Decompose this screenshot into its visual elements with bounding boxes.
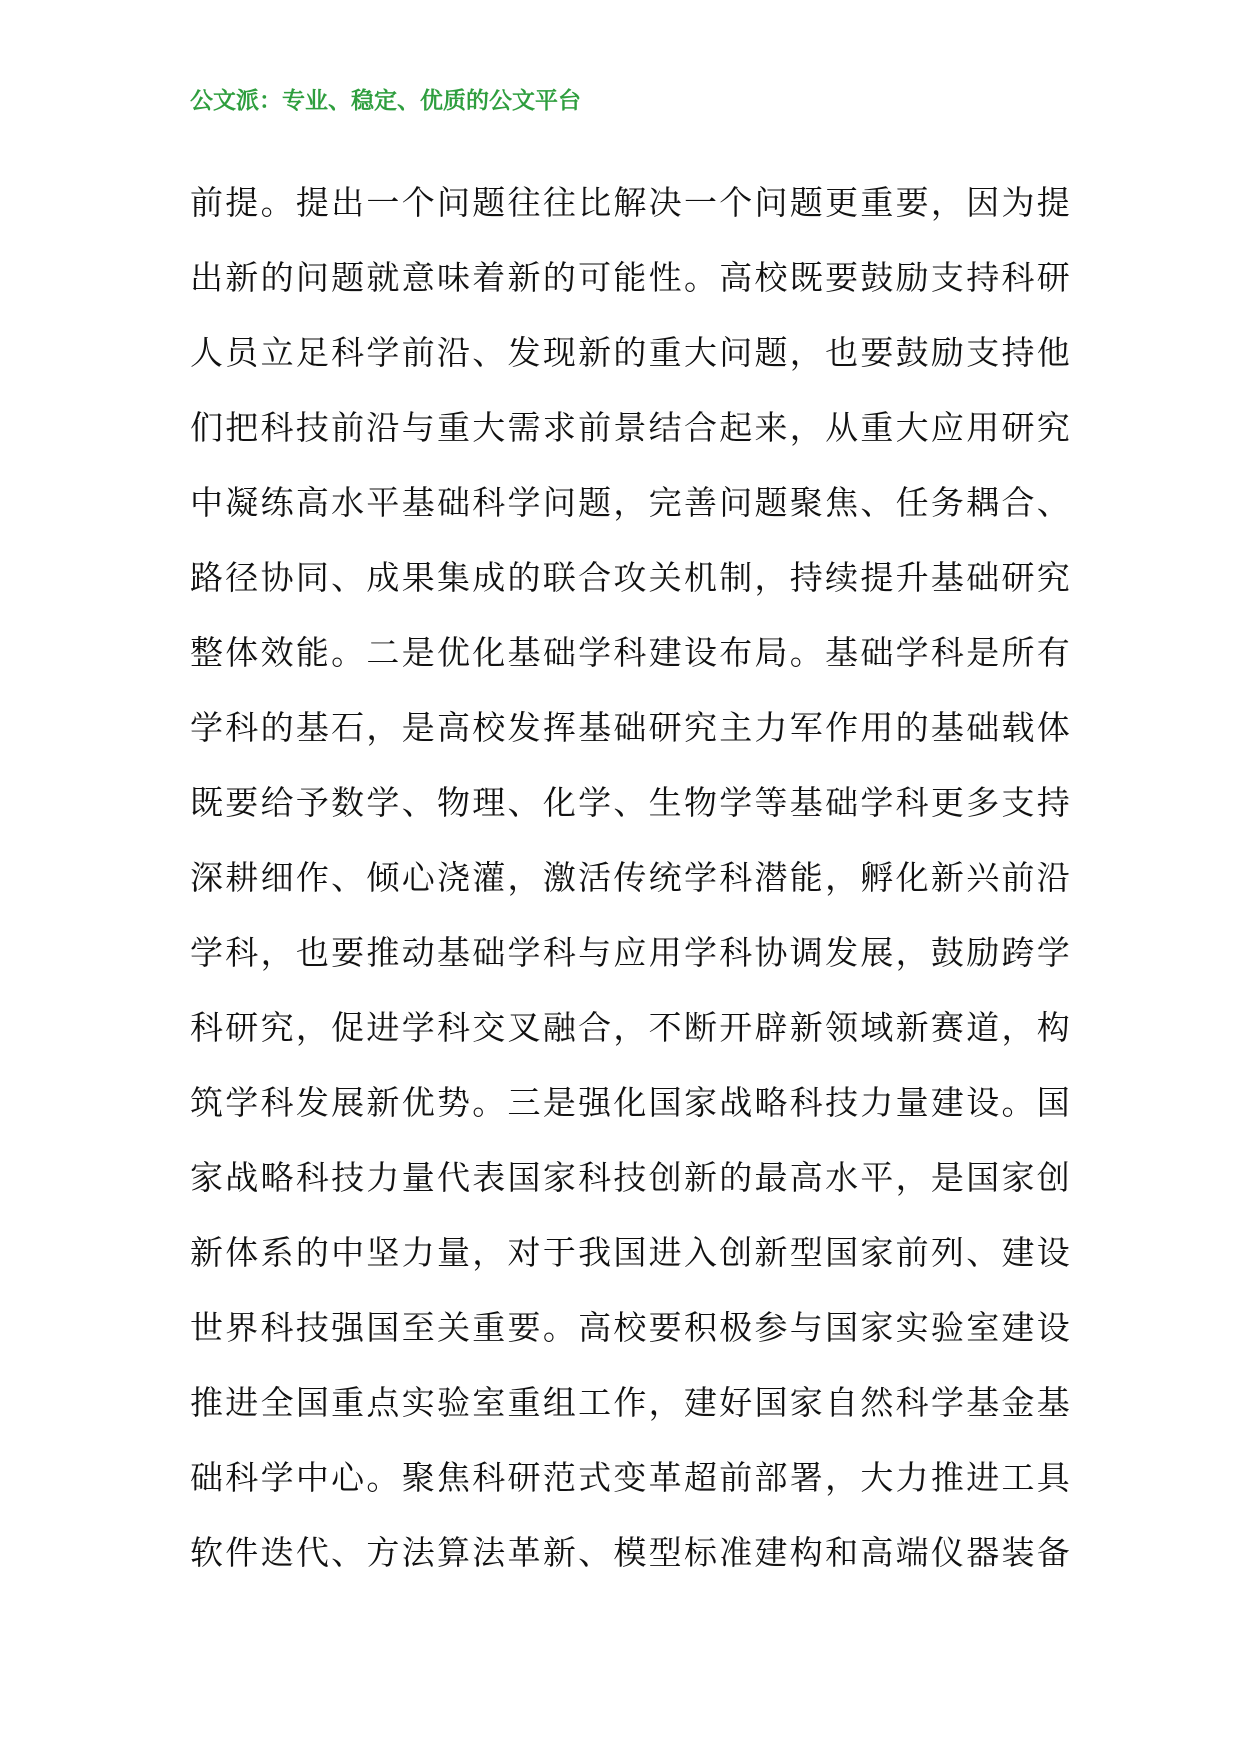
text-line: 家 战 略 科 技 力 量 代 表 国 家 科 技 创 新 的 最 高 水 平 ， 是 国 家 创 bbox=[190, 1158, 1070, 1197]
text-line: 出 新 的 问 题 就 意 味 着 新 的 可 能 性 。 高 校 既 要 鼓 励 支 持 科 研 bbox=[190, 258, 1070, 297]
text-line: 推 进 全 国 重 点 实 验 室 重 组 工 作 ， 建 好 国 家 自 然 科 学 基 金 基 bbox=[190, 1383, 1070, 1422]
text-line: 学 科 的 基 石 ， 是 高 校 发 挥 基 础 研 究 主 力 军 作 用 的 基 础 载 体 bbox=[190, 708, 1070, 747]
text-line: 们 把 科 技 前 沿 与 重 大 需 求 前 景 结 合 起 来 ， 从 重 大 应 用 研 究 bbox=[190, 408, 1070, 447]
text-line: 既 要 给 予 数 学 、 物 理 、 化 学 、 生 物 学 等 基 础 学 科 更 多 支 持 bbox=[190, 783, 1070, 822]
text-line: 深 耕 细 作 、 倾 心 浇 灌 ， 激 活 传 统 学 科 潜 能 ， 孵 化 新 兴 前 沿 bbox=[190, 858, 1070, 897]
text-line: 中 凝 练 高 水 平 基 础 科 学 问 题 ， 完 善 问 题 聚 焦 、 任 务 耦 合 、 bbox=[190, 483, 1070, 522]
text-line: 础 科 学 中 心 。 聚 焦 科 研 范 式 变 革 超 前 部 署 ， 大 力 推 进 工 具 bbox=[190, 1458, 1070, 1497]
text-line: 筑 学 科 发 展 新 优 势 。 三 是 强 化 国 家 战 略 科 技 力 量 建 设 。 国 bbox=[190, 1083, 1070, 1122]
text-line: 科 研 究 ， 促 进 学 科 交 叉 融 合 ， 不 断 开 辟 新 领 域 新 赛 道 ， 构 bbox=[190, 1008, 1070, 1047]
body-paragraph bbox=[190, 165, 1070, 1590]
text-line: 人 员 立 足 科 学 前 沿 、 发 现 新 的 重 大 问 题 ， 也 要 鼓 励 支 持 他 bbox=[190, 333, 1070, 372]
header-title: 公文派：专业、稳定、优质的公文平台 bbox=[190, 88, 581, 114]
text-line: 路 径 协 同 、 成 果 集 成 的 联 合 攻 关 机 制 ， 持 续 提 升 基 础 研 究 bbox=[190, 558, 1070, 597]
text-line: 新 体 系 的 中 坚 力 量 ， 对 于 我 国 进 入 创 新 型 国 家 前 列 、 建 设 bbox=[190, 1233, 1070, 1272]
text-line: 学 科 ， 也 要 推 动 基 础 学 科 与 应 用 学 科 协 调 发 展 ， 鼓 励 跨 学 bbox=[190, 933, 1070, 972]
text-line: 前 提 。 提 出 一 个 问 题 往 往 比 解 决 一 个 问 题 更 重 要 ， 因 为 提 bbox=[190, 183, 1070, 222]
text-line: 整 体 效 能 。 二 是 优 化 基 础 学 科 建 设 布 局 。 基 础 学 科 是 所 有 bbox=[190, 633, 1070, 672]
text-line: 软 件 迭 代 、 方 法 算 法 革 新 、 模 型 标 准 建 构 和 高 端 仪 器 装 备 bbox=[190, 1533, 1070, 1572]
text-line: 世 界 科 技 强 国 至 关 重 要 。 高 校 要 积 极 参 与 国 家 实 验 室 建 设 bbox=[190, 1308, 1070, 1347]
